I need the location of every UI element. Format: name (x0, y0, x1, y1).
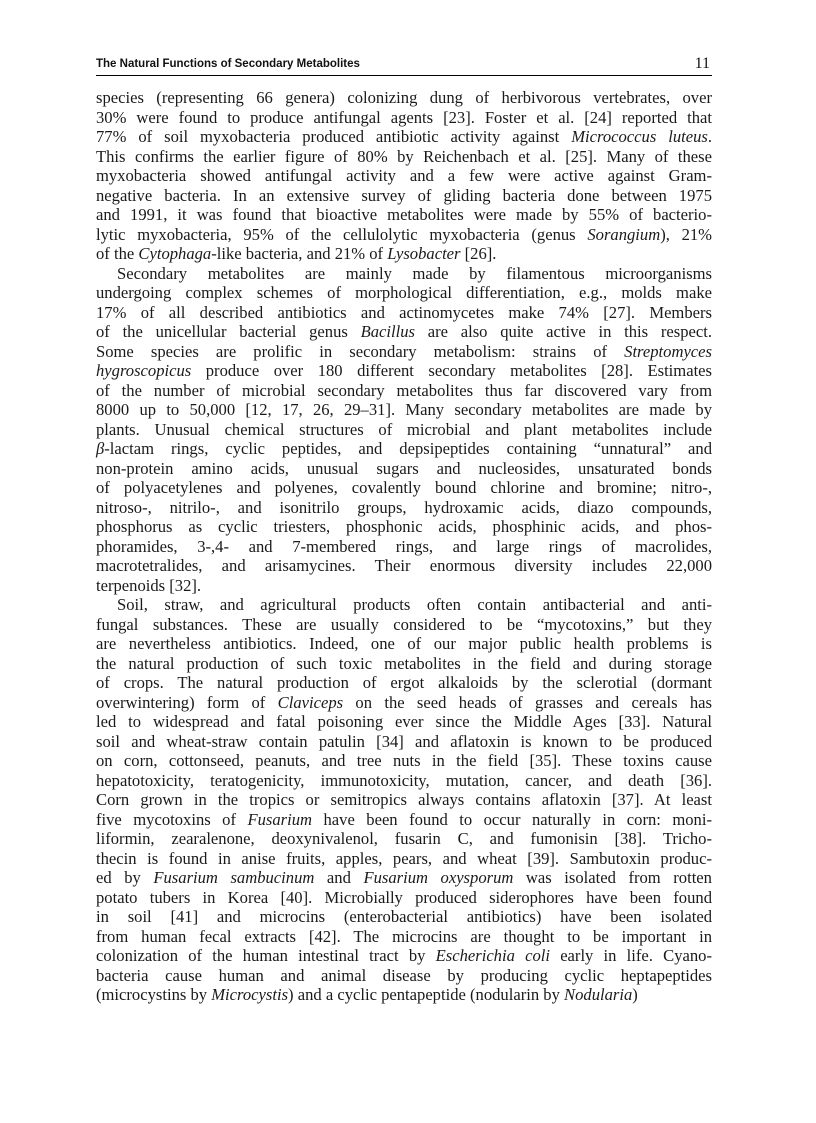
text-line: nitroso-, nitrilo-, and isonitrilo groups, hydroxamic acids, diazo compounds, (96, 497, 712, 517)
text-line: in soil [41] and microcins (enterobacterial antibiotics) have been isolated (96, 907, 712, 926)
text-line: terpenoids [32]. (96, 575, 202, 595)
text-line: five mycotoxins of Fusarium have been found to occur naturally in corn: moni- (96, 809, 712, 829)
text-line: on corn, cottonseed, peanuts, and tree nuts in the field [35]. These toxins cause (96, 751, 712, 770)
text-line: of polyacetylenes and polyenes, covalently bound chlorine and bromine; nitro-, (96, 478, 712, 497)
text-line: overwintering) form of Claviceps on the seed heads of grasses and cereals has (96, 692, 712, 712)
text-line: Some species are prolific in secondary metabolism: strains of Streptomyces (96, 341, 712, 361)
text-line: myxobacteria showed antifungal activity and a few were active against Gram- (96, 166, 712, 185)
paragraph (96, 595, 712, 1005)
text-line: 77% of soil myxobacteria produced antibiotic activity against Micrococcus luteus. (96, 127, 712, 146)
text-line: 30% were found to produce antifungal agents [23]. Foster et al. [24] reported that (96, 107, 712, 127)
text-line: 17% of all described antibiotics and actinomycetes make 74% [27]. Members (96, 302, 712, 322)
text-line: non-protein amino acids, unusual sugars and nucleosides, unsaturated bonds (96, 458, 712, 478)
text-line: of the number of microbial secondary metabolites thus far discovered vary from (96, 380, 712, 400)
paragraph (96, 264, 712, 596)
body-text (96, 88, 712, 1005)
text-line: This confirms the earlier figure of 80% by Reichenbach et al. [25]. Many of these (96, 146, 712, 166)
text-line: of crops. The natural production of ergot alkaloids by the sclerotial (dormant (96, 673, 712, 692)
text-line: hygroscopicus produce over 180 different secondary metabolites [28]. Estimates (96, 361, 712, 380)
text-line: the natural production of such toxic metabolites in the field and during storage (96, 653, 712, 673)
text-line: lytic myxobacteria, 95% of the cellulolytic myxobacteria (genus Sorangium), 21% (96, 224, 712, 244)
text-line: and 1991, it was found that bioactive metabolites were made by 55% of bacterio- (96, 205, 712, 224)
text-line: of the unicellular bacterial genus Bacillus are also quite active in this respect. (96, 322, 712, 341)
text-line: bacteria cause human and animal disease by producing cyclic heptapeptides (96, 965, 712, 985)
text-line: ed by Fusarium sambucinum and Fusarium oxysporum was isolated from rotten (96, 868, 712, 887)
text-line: negative bacteria. In an extensive survey of gliding bacteria done between 1975 (96, 185, 712, 205)
text-line: (microcystins by Microcystis) and a cyclic pentapeptide (nodularin by Nodularia) (96, 985, 638, 1004)
text-line: phoramides, 3-,4- and 7-membered rings, and large rings of macrolides, (96, 536, 712, 556)
text-line: of the Cytophaga-like bacteria, and 21% of Lysobacter [26]. (96, 244, 497, 263)
page-number: 11 (694, 55, 710, 72)
text-line: 8000 up to 50,000 [12, 17, 26, 29–31]. Many secondary metabolites are made by (96, 400, 712, 419)
text-line: are nevertheless antibiotics. Indeed, one of our major public health problems is (96, 634, 712, 653)
text-line: undergoing complex schemes of morphological differentiation, e.g., molds make (96, 283, 712, 302)
text-line: from human fecal extracts [42]. The microcins are thought to be important in (96, 926, 712, 946)
text-line: macrotetralides, and arisamycines. Their enormous diversity includes 22,000 (96, 556, 712, 575)
text-line: soil and wheat-straw contain patulin [34] and aflatoxin is known to be produced (96, 731, 712, 751)
text-line: fungal substances. These are usually considered to be “mycotoxins,” but they (96, 614, 712, 634)
text-line: potato tubers in Korea [40]. Microbially produced siderophores have been found (96, 887, 712, 907)
text-line: hepatotoxicity, teratogenicity, immunotoxicity, mutation, cancer, and death [36]. (96, 770, 712, 790)
text-line: Soil, straw, and agricultural products often contain antibacterial and anti- (117, 595, 712, 614)
text-line: Secondary metabolites are mainly made by filamentous microorganisms (117, 263, 712, 283)
text-line: plants. Unusual chemical structures of microbial and plant metabolites include (96, 419, 712, 439)
paragraph (96, 88, 712, 264)
text-line: phosphorus as cyclic triesters, phosphonic acids, phosphinic acids, and phos- (96, 517, 712, 536)
text-line: species (representing 66 genera) colonizing dung of herbivorous vertebrates, over (96, 88, 712, 107)
page-header (96, 55, 712, 76)
text-line: thecin is found in anise fruits, apples, pears, and wheat [39]. Sambutoxin produc- (96, 848, 712, 868)
text-line: Corn grown in the tropics or semitropics always contains aflatoxin [37]. At least (96, 790, 712, 809)
running-title: The Natural Functions of Secondary Metabolites (96, 58, 360, 70)
text-line: liformin, zearalenone, deoxynivalenol, fusarin C, and fumonisin [38]. Tricho- (96, 829, 712, 848)
text-line: β-lactam rings, cyclic peptides, and depsipeptides containing “unnatural” and (96, 439, 712, 458)
text-line: colonization of the human intestinal tract by Escherichia coli early in life. Cyano- (96, 946, 712, 965)
text-line: led to widespread and fatal poisoning ever since the Middle Ages [33]. Natural (96, 712, 712, 731)
